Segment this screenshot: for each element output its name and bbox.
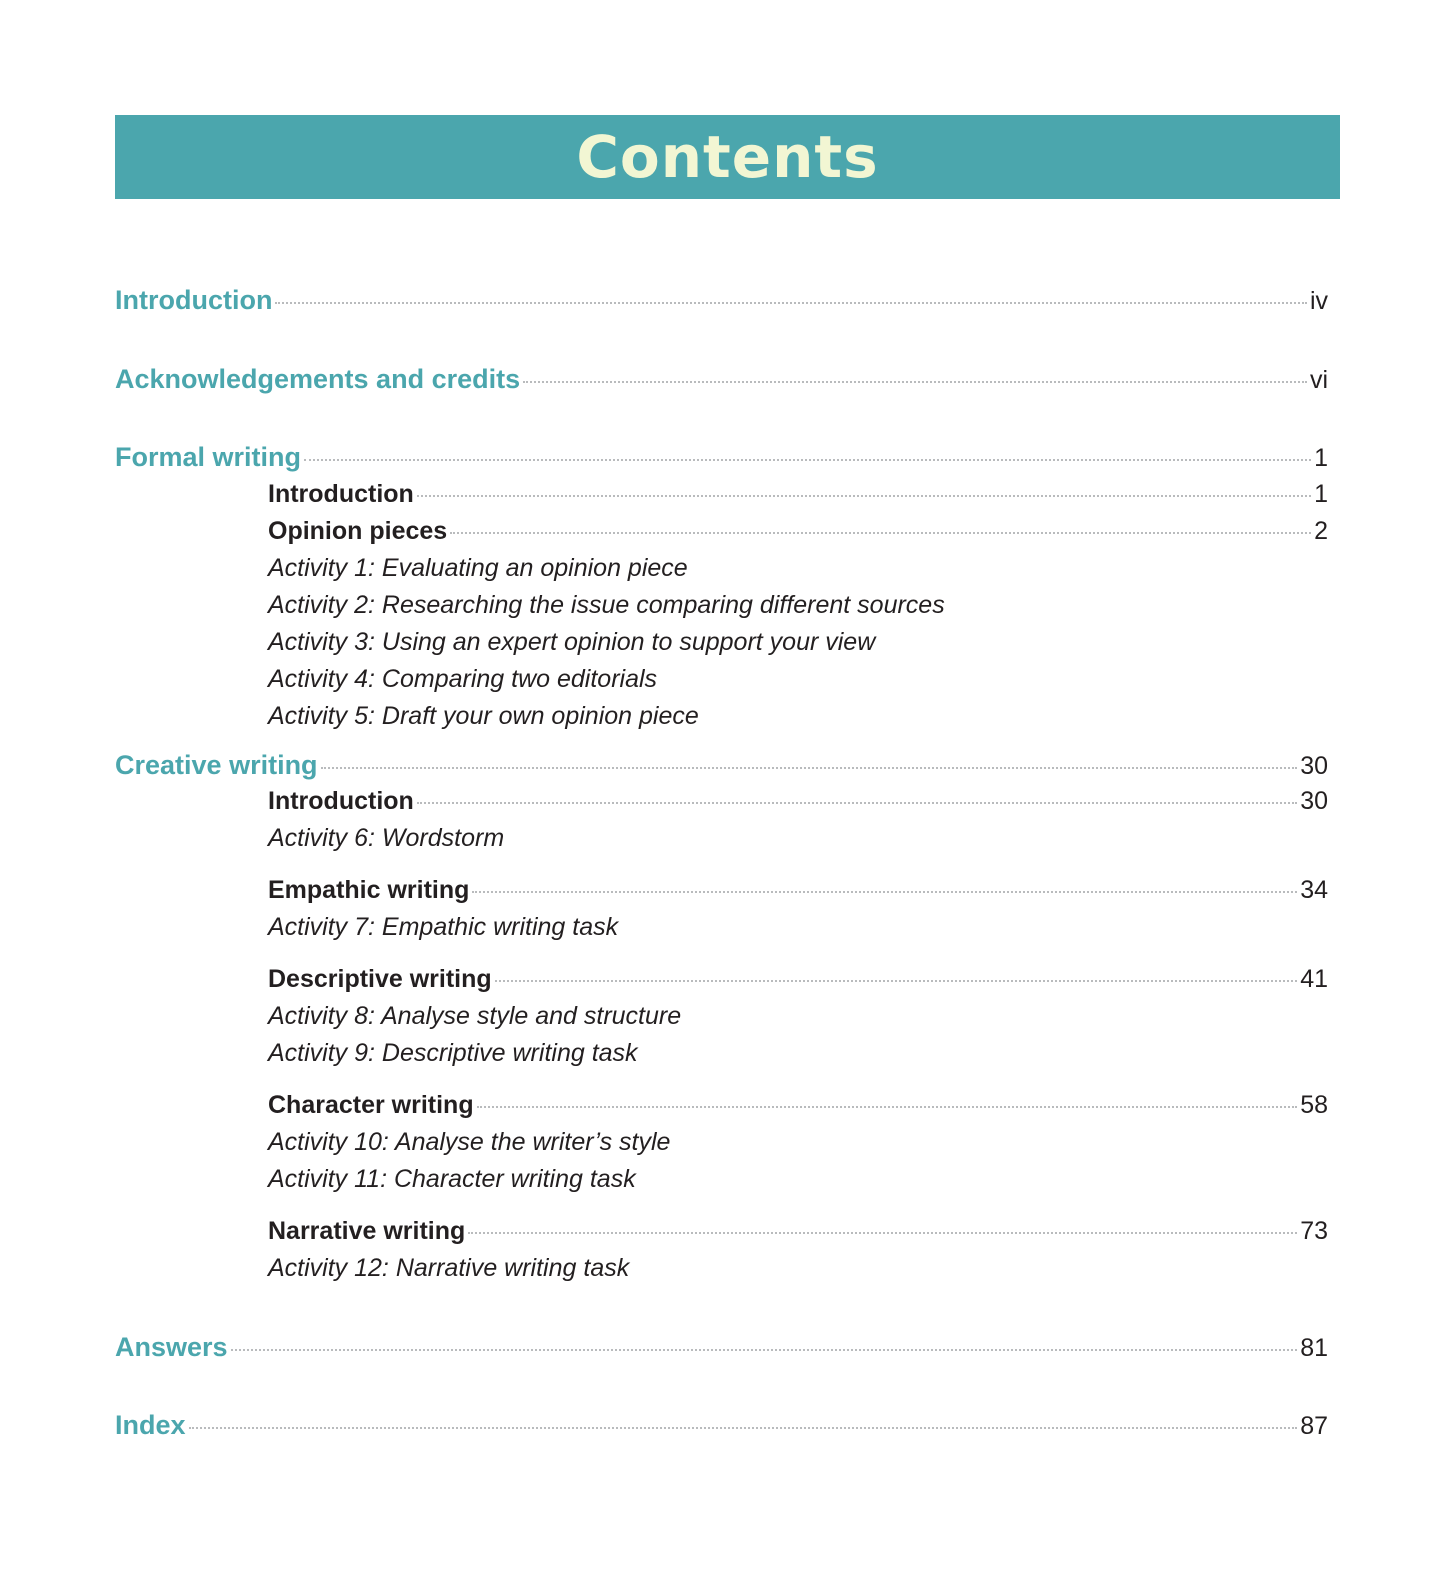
toc-entry-label: Activity 10: Analyse the writer’s style <box>268 1128 671 1156</box>
toc-page-number: 81 <box>1300 1334 1328 1362</box>
toc-activity-8[interactable] <box>268 1002 1328 1031</box>
toc-entry-label: Activity 9: Descriptive writing task <box>268 1039 638 1067</box>
toc-entry-label: Descriptive writing <box>268 965 492 993</box>
toc-entry-label: Introduction <box>115 285 273 315</box>
toc-activity-6[interactable] <box>268 824 1328 853</box>
toc-entry-introduction[interactable] <box>115 285 1328 316</box>
toc-entry-character-writing[interactable] <box>268 1091 1328 1120</box>
page-title: Contents <box>576 123 879 191</box>
toc-page-number: 2 <box>1314 517 1328 545</box>
toc-activity-3[interactable] <box>268 628 1328 657</box>
toc-page-number: 30 <box>1300 787 1328 815</box>
dot-leader <box>304 459 1311 461</box>
dot-leader <box>231 1349 1298 1351</box>
toc-activity-4[interactable] <box>268 665 1328 694</box>
toc-page-number: vi <box>1309 366 1328 394</box>
toc-entry-answers[interactable] <box>115 1332 1328 1363</box>
toc-entry-formal-writing[interactable] <box>115 442 1328 473</box>
toc-page-number: 73 <box>1300 1217 1328 1245</box>
toc-entry-creative-writing[interactable] <box>115 750 1328 781</box>
toc-entry-index[interactable] <box>115 1410 1328 1441</box>
toc-page-number: 58 <box>1300 1091 1328 1119</box>
toc-entry-descriptive-writing[interactable] <box>268 965 1328 994</box>
dot-leader <box>468 1232 1297 1234</box>
toc-entry-label: Activity 6: Wordstorm <box>268 824 505 852</box>
toc-entry-creative-introduction[interactable] <box>268 787 1328 816</box>
toc-activity-12[interactable] <box>268 1254 1328 1283</box>
dot-leader <box>189 1427 1298 1429</box>
toc-entry-label: Activity 11: Character writing task <box>268 1165 636 1193</box>
toc-entry-label: Formal writing <box>115 442 302 472</box>
toc-activity-10[interactable] <box>268 1128 1328 1157</box>
toc-entry-acknowledgements[interactable] <box>115 364 1328 395</box>
toc-page-number: 1 <box>1314 480 1328 508</box>
toc-entry-label: Introduction <box>268 787 414 815</box>
toc-entry-label: Activity 7: Empathic writing task <box>268 913 619 941</box>
table-of-contents <box>115 0 1328 1591</box>
toc-entry-label: Character writing <box>268 1091 474 1119</box>
toc-activity-5[interactable] <box>268 702 1328 731</box>
toc-activity-7[interactable] <box>268 913 1328 942</box>
dot-leader <box>417 802 1297 804</box>
toc-entry-label: Acknowledgements and credits <box>115 364 521 394</box>
toc-entry-opinion-pieces[interactable] <box>268 517 1328 546</box>
toc-entry-label: Index <box>115 1410 186 1440</box>
dot-leader <box>321 767 1298 769</box>
dot-leader <box>472 891 1297 893</box>
dot-leader <box>523 381 1307 383</box>
toc-entry-formal-introduction[interactable] <box>268 480 1328 509</box>
dot-leader <box>495 980 1298 982</box>
toc-entry-narrative-writing[interactable] <box>268 1217 1328 1246</box>
toc-activity-9[interactable] <box>268 1039 1328 1068</box>
toc-page-number: 30 <box>1300 752 1328 780</box>
toc-entry-label: Activity 1: Evaluating an opinion piece <box>268 554 688 582</box>
toc-page-number: iv <box>1309 287 1328 315</box>
toc-entry-label: Narrative writing <box>268 1217 466 1245</box>
toc-entry-label: Empathic writing <box>268 876 470 904</box>
toc-page-number: 34 <box>1300 876 1328 904</box>
toc-entry-label: Activity 3: Using an expert opinion to support your view <box>268 628 876 656</box>
toc-page-number: 87 <box>1300 1412 1328 1440</box>
dot-leader <box>275 302 1306 304</box>
toc-entry-label: Activity 5: Draft your own opinion piece <box>268 702 699 730</box>
toc-entry-label: Activity 4: Comparing two editorials <box>268 665 658 693</box>
toc-entry-label: Answers <box>115 1332 228 1362</box>
toc-activity-1[interactable] <box>268 554 1328 583</box>
toc-entry-label: Activity 12: Narrative writing task <box>268 1254 630 1282</box>
dot-leader <box>477 1106 1298 1108</box>
toc-page-number: 41 <box>1300 965 1328 993</box>
toc-page-number: 1 <box>1314 444 1328 472</box>
toc-entry-label: Activity 2: Researching the issue comparing different sources <box>268 591 945 619</box>
toc-activity-2[interactable] <box>268 591 1328 620</box>
toc-entry-label: Opinion pieces <box>268 517 448 545</box>
toc-entry-label: Introduction <box>268 480 414 508</box>
toc-activity-11[interactable] <box>268 1165 1328 1194</box>
dot-leader <box>450 532 1311 534</box>
toc-entry-label: Activity 8: Analyse style and structure <box>268 1002 682 1030</box>
dot-leader <box>417 495 1311 497</box>
toc-entry-empathic-writing[interactable] <box>268 876 1328 905</box>
toc-entry-label: Creative writing <box>115 750 318 780</box>
